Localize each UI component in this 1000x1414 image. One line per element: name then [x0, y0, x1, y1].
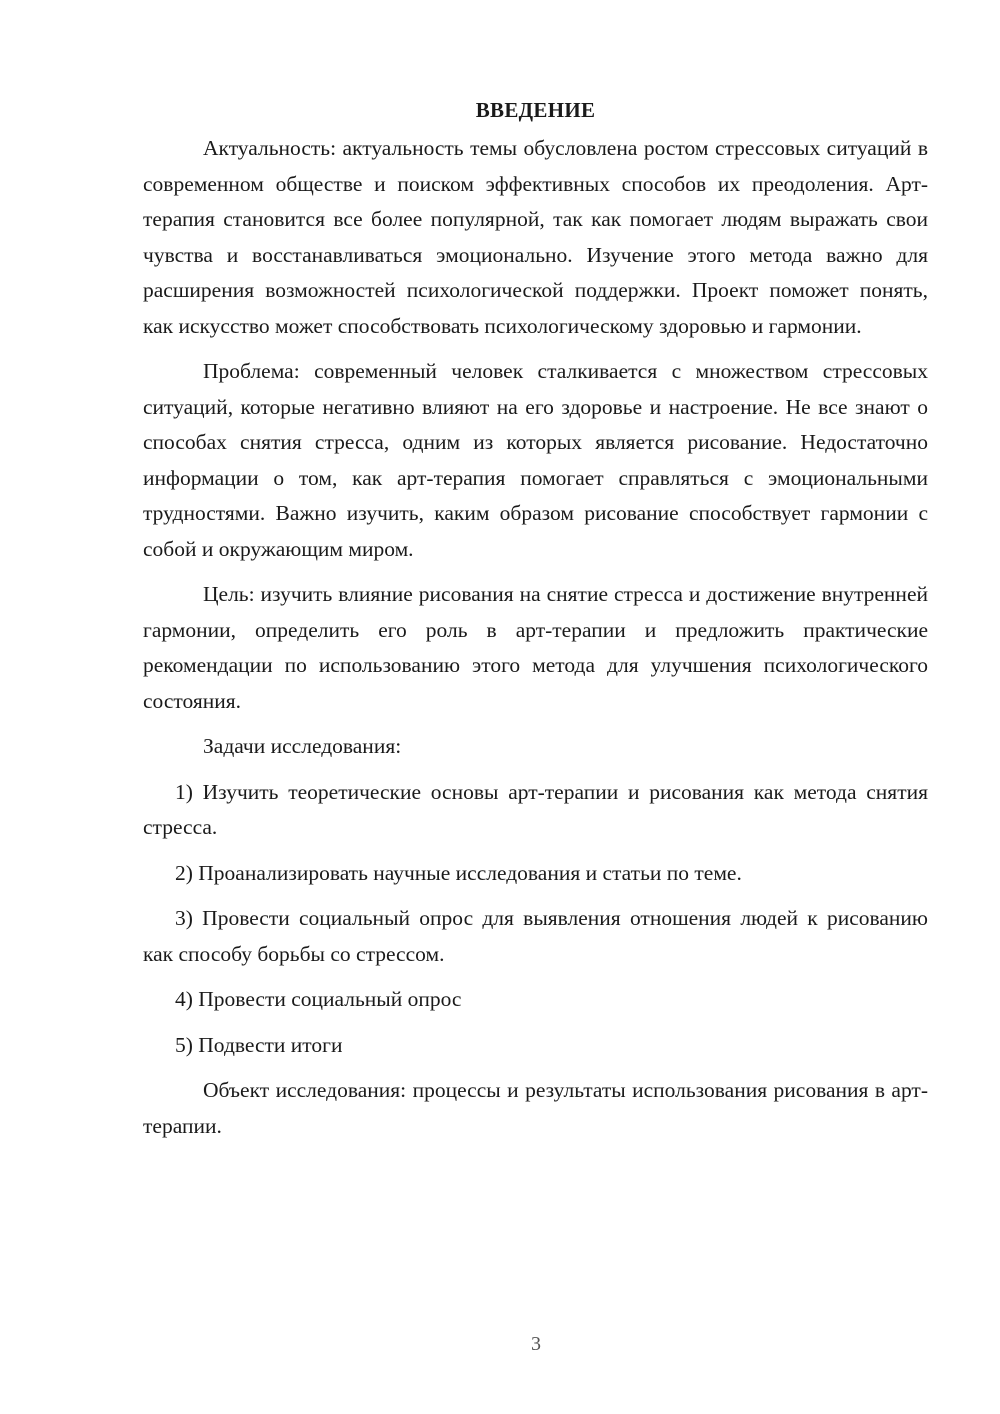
object-paragraph: Объект исследования: процессы и результаты использования рисования в арт-терапии. [143, 1078, 928, 1138]
task-item-4: 4) Провести социальный опрос [175, 987, 462, 1011]
task-item-5: 5) Подвести итоги [175, 1032, 343, 1057]
document-page [143, 95, 928, 1154]
goal-paragraph: Цель: изучить влияние рисования на снятие стресса и достижение внутренней гармонии, определить его роль в арт-терапии и предложить практические рекомендации по использованию этого метода для улучшения психологического состояния. [143, 582, 928, 713]
page-number: 3 [531, 1333, 541, 1355]
task-item-1: 1) Изучить теоретические основы арт-терапии и рисования как метода снятия стресса. [143, 779, 928, 839]
relevance-paragraph: Актуальность: актуальность темы обусловлена ростом стрессовых ситуаций в современном обществе и поиском эффективных способов их преодоления. Арт-терапия становится все более популярной, так как помогает людям выражать свои чувства и восстанавливаться эмоционально. Изучение этого метода важно для расширения возможностей психологической поддержки. Проект поможет понять, как искусство может способствовать психологическому здоровью и гармонии. [143, 136, 928, 338]
task-item-2: 2) Проанализировать научные исследования и статьи по теме. [175, 860, 742, 885]
section-title: ВВЕДЕНИЕ [475, 98, 596, 122]
tasks-heading: Задачи исследования: [203, 734, 402, 758]
problem-paragraph: Проблема: современный человек сталкивается с множеством стрессовых ситуаций, которые негативно влияют на его здоровье и настроение. Не все знают о способах снятия стресса, одним из которых является рисование. Недостаточно информации о том, как арт-терапия помогает справляться с эмоциональными трудностями. Важно изучить, каким образом рисование способствует гармонии с собой и окружающим миром. [143, 359, 928, 561]
task-item-3: 3) Провести социальный опрос для выявления отношения людей к рисованию как способу борьбы со стрессом. [143, 906, 928, 966]
